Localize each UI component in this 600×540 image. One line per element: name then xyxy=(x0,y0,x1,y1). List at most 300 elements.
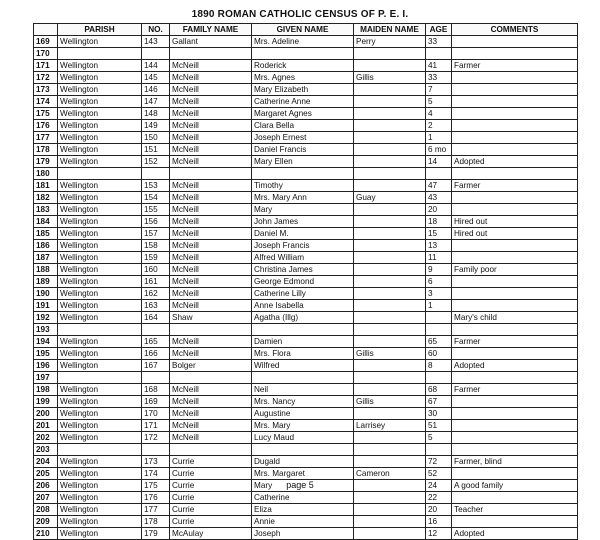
cell-parish: Wellington xyxy=(58,108,142,120)
cell-given-name: Daniel M. xyxy=(252,228,354,240)
cell-age: 24 xyxy=(426,480,452,492)
cell-given-name: Timothy xyxy=(252,180,354,192)
table-row xyxy=(34,444,578,456)
table-row xyxy=(34,504,578,516)
cell-row-number: 203 xyxy=(34,444,58,456)
cell-row-number: 204 xyxy=(34,456,58,468)
cell-comments: Farmer, blind xyxy=(452,456,578,468)
table-row xyxy=(34,288,578,300)
cell-no: 159 xyxy=(142,252,170,264)
cell-parish: Wellington xyxy=(58,72,142,84)
cell-maiden-name xyxy=(354,108,426,120)
cell-parish: Wellington xyxy=(58,192,142,204)
cell-row-number: 198 xyxy=(34,384,58,396)
table-row xyxy=(34,144,578,156)
cell-comments xyxy=(452,288,578,300)
cell-given-name: Mary Elizabeth xyxy=(252,84,354,96)
table-row xyxy=(34,528,578,540)
cell-family-name: McNeill xyxy=(170,108,252,120)
cell-row-number: 183 xyxy=(34,204,58,216)
cell-row-number: 174 xyxy=(34,96,58,108)
cell-family-name: Currie xyxy=(170,492,252,504)
cell-row-number: 201 xyxy=(34,420,58,432)
cell-parish: Wellington xyxy=(58,264,142,276)
cell-maiden-name xyxy=(354,300,426,312)
cell-age: 47 xyxy=(426,180,452,192)
cell-maiden-name xyxy=(354,132,426,144)
table-row xyxy=(34,336,578,348)
cell-given-name xyxy=(252,324,354,336)
cell-parish: Wellington xyxy=(58,36,142,48)
cell-family-name: Currie xyxy=(170,504,252,516)
census-table xyxy=(33,23,578,540)
cell-comments xyxy=(452,72,578,84)
cell-age: 12 xyxy=(426,528,452,540)
table-row xyxy=(34,132,578,144)
table-row xyxy=(34,120,578,132)
cell-parish xyxy=(58,444,142,456)
cell-no: 155 xyxy=(142,204,170,216)
cell-row-number: 193 xyxy=(34,324,58,336)
cell-parish: Wellington xyxy=(58,360,142,372)
cell-comments: A good family xyxy=(452,480,578,492)
cell-no: 149 xyxy=(142,120,170,132)
cell-comments xyxy=(452,324,578,336)
cell-no: 156 xyxy=(142,216,170,228)
cell-age: 33 xyxy=(426,72,452,84)
cell-family-name: McNeill xyxy=(170,264,252,276)
cell-maiden-name xyxy=(354,432,426,444)
cell-no: 169 xyxy=(142,396,170,408)
cell-given-name: Mrs. Mary xyxy=(252,420,354,432)
cell-age: 16 xyxy=(426,516,452,528)
cell-no: 173 xyxy=(142,456,170,468)
cell-comments xyxy=(452,444,578,456)
cell-parish: Wellington xyxy=(58,420,142,432)
cell-no: 167 xyxy=(142,360,170,372)
cell-age xyxy=(426,324,452,336)
cell-age: 1 xyxy=(426,300,452,312)
cell-family-name: McNeill xyxy=(170,72,252,84)
cell-family-name: McNeill xyxy=(170,408,252,420)
cell-row-number: 176 xyxy=(34,120,58,132)
cell-age: 2 xyxy=(426,120,452,132)
cell-age xyxy=(426,372,452,384)
cell-row-number: 210 xyxy=(34,528,58,540)
cell-row-number: 200 xyxy=(34,408,58,420)
cell-age: 65 xyxy=(426,336,452,348)
cell-comments: Adopted xyxy=(452,156,578,168)
column-header-given-name: GIVEN NAME xyxy=(252,24,354,36)
cell-maiden-name xyxy=(354,156,426,168)
cell-row-number: 207 xyxy=(34,492,58,504)
cell-age: 5 xyxy=(426,96,452,108)
table-row xyxy=(34,384,578,396)
census-body xyxy=(34,36,578,540)
cell-age: 3 xyxy=(426,288,452,300)
cell-comments xyxy=(452,348,578,360)
cell-no: 174 xyxy=(142,468,170,480)
cell-parish: Wellington xyxy=(58,348,142,360)
cell-maiden-name xyxy=(354,168,426,180)
cell-row-number: 182 xyxy=(34,192,58,204)
cell-age: 33 xyxy=(426,36,452,48)
cell-no: 166 xyxy=(142,348,170,360)
cell-no: 164 xyxy=(142,312,170,324)
cell-parish: Wellington xyxy=(58,120,142,132)
cell-maiden-name xyxy=(354,60,426,72)
cell-family-name: McNeill xyxy=(170,96,252,108)
cell-row-number: 197 xyxy=(34,372,58,384)
cell-age: 20 xyxy=(426,204,452,216)
cell-comments xyxy=(452,408,578,420)
cell-parish: Wellington xyxy=(58,288,142,300)
cell-comments xyxy=(452,108,578,120)
cell-maiden-name xyxy=(354,216,426,228)
cell-given-name xyxy=(252,168,354,180)
table-row xyxy=(34,360,578,372)
table-row xyxy=(34,48,578,60)
cell-row-number: 188 xyxy=(34,264,58,276)
cell-comments xyxy=(452,36,578,48)
cell-no: 152 xyxy=(142,156,170,168)
cell-row-number: 170 xyxy=(34,48,58,60)
cell-comments: Farmer xyxy=(452,384,578,396)
cell-no: 171 xyxy=(142,420,170,432)
cell-parish: Wellington xyxy=(58,228,142,240)
cell-parish: Wellington xyxy=(58,408,142,420)
cell-comments xyxy=(452,432,578,444)
page-number: page 5 xyxy=(286,480,314,490)
column-header-comments: COMMENTS xyxy=(452,24,578,36)
cell-parish: Wellington xyxy=(58,516,142,528)
cell-family-name: McNeill xyxy=(170,144,252,156)
cell-maiden-name xyxy=(354,84,426,96)
cell-parish xyxy=(58,324,142,336)
cell-given-name: Wilfred xyxy=(252,360,354,372)
table-row xyxy=(34,324,578,336)
cell-family-name: McNeill xyxy=(170,240,252,252)
cell-family-name: McNeill xyxy=(170,396,252,408)
cell-given-name xyxy=(252,444,354,456)
cell-row-number: 172 xyxy=(34,72,58,84)
cell-age: 7 xyxy=(426,84,452,96)
table-row xyxy=(34,264,578,276)
cell-no: 176 xyxy=(142,492,170,504)
cell-comments xyxy=(452,240,578,252)
cell-comments xyxy=(452,192,578,204)
cell-given-name: John James xyxy=(252,216,354,228)
cell-row-number: 187 xyxy=(34,252,58,264)
cell-family-name: McNeill xyxy=(170,384,252,396)
cell-no: 154 xyxy=(142,192,170,204)
table-row xyxy=(34,348,578,360)
cell-family-name: McNeill xyxy=(170,432,252,444)
cell-parish: Wellington xyxy=(58,480,142,492)
cell-maiden-name xyxy=(354,288,426,300)
cell-family-name: McNeill xyxy=(170,228,252,240)
cell-row-number: 185 xyxy=(34,228,58,240)
cell-age: 41 xyxy=(426,60,452,72)
cell-no xyxy=(142,48,170,60)
cell-maiden-name xyxy=(354,528,426,540)
cell-row-number: 206 xyxy=(34,480,58,492)
cell-no: 168 xyxy=(142,384,170,396)
cell-row-number: 175 xyxy=(34,108,58,120)
cell-maiden-name xyxy=(354,324,426,336)
column-header-maiden-name: MAIDEN NAME xyxy=(354,24,426,36)
cell-given-name: Mrs. Mary Ann xyxy=(252,192,354,204)
table-row xyxy=(34,420,578,432)
cell-no: 153 xyxy=(142,180,170,192)
column-header-age: AGE xyxy=(426,24,452,36)
cell-parish: Wellington xyxy=(58,132,142,144)
cell-row-number: 189 xyxy=(34,276,58,288)
cell-row-number: 173 xyxy=(34,84,58,96)
cell-parish xyxy=(58,372,142,384)
cell-row-number: 179 xyxy=(34,156,58,168)
header-row xyxy=(34,24,578,36)
cell-maiden-name xyxy=(354,180,426,192)
cell-comments: Adopted xyxy=(452,360,578,372)
cell-no: 145 xyxy=(142,72,170,84)
cell-comments: Farmer xyxy=(452,180,578,192)
cell-parish: Wellington xyxy=(58,60,142,72)
cell-row-number: 195 xyxy=(34,348,58,360)
cell-no: 165 xyxy=(142,336,170,348)
cell-family-name: McNeill xyxy=(170,276,252,288)
cell-comments xyxy=(452,132,578,144)
cell-no xyxy=(142,324,170,336)
cell-comments xyxy=(452,48,578,60)
cell-given-name: Dugald xyxy=(252,456,354,468)
cell-given-name: Alfred William xyxy=(252,252,354,264)
cell-family-name: McNeill xyxy=(170,420,252,432)
cell-age: 15 xyxy=(426,228,452,240)
cell-maiden-name: Perry xyxy=(354,36,426,48)
cell-age xyxy=(426,168,452,180)
table-row xyxy=(34,240,578,252)
cell-row-number: 181 xyxy=(34,180,58,192)
cell-row-number: 184 xyxy=(34,216,58,228)
table-row xyxy=(34,276,578,288)
cell-given-name: Catherine Lilly xyxy=(252,288,354,300)
cell-family-name xyxy=(170,324,252,336)
cell-age: 43 xyxy=(426,192,452,204)
cell-age: 6 xyxy=(426,276,452,288)
cell-age: 30 xyxy=(426,408,452,420)
cell-age: 52 xyxy=(426,468,452,480)
cell-given-name xyxy=(252,372,354,384)
cell-age: 8 xyxy=(426,360,452,372)
cell-row-number: 177 xyxy=(34,132,58,144)
cell-age: 9 xyxy=(426,264,452,276)
cell-maiden-name xyxy=(354,408,426,420)
cell-family-name: McNeill xyxy=(170,84,252,96)
cell-comments: Adopted xyxy=(452,528,578,540)
cell-family-name xyxy=(170,168,252,180)
cell-family-name: McNeill xyxy=(170,132,252,144)
table-row xyxy=(34,228,578,240)
cell-no: 162 xyxy=(142,288,170,300)
cell-row-number: 191 xyxy=(34,300,58,312)
cell-given-name: Anne Isabella xyxy=(252,300,354,312)
cell-age: 68 xyxy=(426,384,452,396)
cell-maiden-name xyxy=(354,240,426,252)
cell-no: 161 xyxy=(142,276,170,288)
cell-row-number: 169 xyxy=(34,36,58,48)
cell-parish: Wellington xyxy=(58,384,142,396)
cell-parish: Wellington xyxy=(58,468,142,480)
cell-maiden-name xyxy=(354,204,426,216)
cell-given-name: Mary xyxy=(252,204,354,216)
cell-given-name: Clara Bella xyxy=(252,120,354,132)
cell-parish: Wellington xyxy=(58,492,142,504)
cell-comments xyxy=(452,252,578,264)
cell-parish: Wellington xyxy=(58,276,142,288)
cell-family-name: McNeill xyxy=(170,288,252,300)
cell-age: 6 mo xyxy=(426,144,452,156)
table-row xyxy=(34,72,578,84)
cell-no xyxy=(142,168,170,180)
cell-given-name: Mrs. Flora xyxy=(252,348,354,360)
cell-age: 60 xyxy=(426,348,452,360)
cell-comments xyxy=(452,420,578,432)
cell-given-name: Margaret Agnes xyxy=(252,108,354,120)
cell-maiden-name xyxy=(354,516,426,528)
cell-family-name xyxy=(170,444,252,456)
column-header-parish: PARISH xyxy=(58,24,142,36)
cell-parish: Wellington xyxy=(58,396,142,408)
cell-parish: Wellington xyxy=(58,504,142,516)
cell-comments xyxy=(452,204,578,216)
cell-parish: Wellington xyxy=(58,300,142,312)
cell-given-name: Mary xyxy=(252,480,354,492)
cell-comments: Hired out xyxy=(452,228,578,240)
cell-row-number: 180 xyxy=(34,168,58,180)
cell-comments xyxy=(452,276,578,288)
cell-given-name: Mrs. Nancy xyxy=(252,396,354,408)
cell-age: 20 xyxy=(426,504,452,516)
table-row xyxy=(34,372,578,384)
cell-row-number: 192 xyxy=(34,312,58,324)
cell-no: 172 xyxy=(142,432,170,444)
cell-family-name: Shaw xyxy=(170,312,252,324)
cell-age xyxy=(426,312,452,324)
cell-given-name: George Edmond xyxy=(252,276,354,288)
table-row xyxy=(34,204,578,216)
cell-row-number: 196 xyxy=(34,360,58,372)
cell-maiden-name xyxy=(354,252,426,264)
cell-family-name: McNeill xyxy=(170,348,252,360)
cell-no: 151 xyxy=(142,144,170,156)
cell-maiden-name xyxy=(354,360,426,372)
cell-row-number: 194 xyxy=(34,336,58,348)
cell-age: 1 xyxy=(426,132,452,144)
cell-age: 4 xyxy=(426,108,452,120)
page-title: 1890 ROMAN CATHOLIC CENSUS OF P. E. I. xyxy=(191,9,409,20)
cell-parish: Wellington xyxy=(58,456,142,468)
cell-maiden-name: Gillis xyxy=(354,396,426,408)
cell-family-name: McAulay xyxy=(170,528,252,540)
table-row xyxy=(34,468,578,480)
table-row xyxy=(34,96,578,108)
cell-family-name: Bolger xyxy=(170,360,252,372)
cell-age: 18 xyxy=(426,216,452,228)
cell-no: 147 xyxy=(142,96,170,108)
cell-given-name: Roderick xyxy=(252,60,354,72)
cell-parish: Wellington xyxy=(58,432,142,444)
cell-family-name: McNeill xyxy=(170,180,252,192)
cell-given-name: Joseph xyxy=(252,528,354,540)
table-row xyxy=(34,192,578,204)
cell-parish xyxy=(58,168,142,180)
cell-given-name: Catherine xyxy=(252,492,354,504)
table-row xyxy=(34,84,578,96)
cell-age: 67 xyxy=(426,396,452,408)
cell-comments: Hired out xyxy=(452,216,578,228)
cell-maiden-name xyxy=(354,444,426,456)
cell-maiden-name xyxy=(354,504,426,516)
cell-row-number: 171 xyxy=(34,60,58,72)
cell-parish: Wellington xyxy=(58,180,142,192)
cell-family-name xyxy=(170,372,252,384)
cell-row-number: 202 xyxy=(34,432,58,444)
cell-parish: Wellington xyxy=(58,216,142,228)
cell-maiden-name xyxy=(354,264,426,276)
cell-no: 150 xyxy=(142,132,170,144)
cell-parish: Wellington xyxy=(58,144,142,156)
table-row xyxy=(34,396,578,408)
cell-comments xyxy=(452,516,578,528)
cell-family-name: McNeill xyxy=(170,156,252,168)
cell-no: 146 xyxy=(142,84,170,96)
cell-given-name: Annie xyxy=(252,516,354,528)
cell-family-name: McNeill xyxy=(170,60,252,72)
table-row xyxy=(34,312,578,324)
cell-comments xyxy=(452,168,578,180)
cell-no: 143 xyxy=(142,36,170,48)
cell-row-number: 178 xyxy=(34,144,58,156)
cell-given-name: Mrs. Margaret xyxy=(252,468,354,480)
table-row xyxy=(34,408,578,420)
cell-no: 177 xyxy=(142,504,170,516)
cell-row-number: 208 xyxy=(34,504,58,516)
column-header-row-number xyxy=(34,24,58,36)
cell-age: 14 xyxy=(426,156,452,168)
table-row xyxy=(34,516,578,528)
cell-maiden-name: Gillis xyxy=(354,72,426,84)
cell-age: 11 xyxy=(426,252,452,264)
cell-comments: Family poor xyxy=(452,264,578,276)
cell-given-name xyxy=(252,48,354,60)
table-row xyxy=(34,168,578,180)
cell-parish: Wellington xyxy=(58,156,142,168)
cell-row-number: 190 xyxy=(34,288,58,300)
cell-maiden-name xyxy=(354,48,426,60)
table-row xyxy=(34,36,578,48)
table-row xyxy=(34,60,578,72)
cell-row-number: 205 xyxy=(34,468,58,480)
table-row xyxy=(34,432,578,444)
table-row xyxy=(34,456,578,468)
cell-comments xyxy=(452,84,578,96)
cell-family-name: Currie xyxy=(170,456,252,468)
cell-no: 148 xyxy=(142,108,170,120)
cell-maiden-name xyxy=(354,384,426,396)
table-row xyxy=(34,216,578,228)
cell-age: 5 xyxy=(426,432,452,444)
